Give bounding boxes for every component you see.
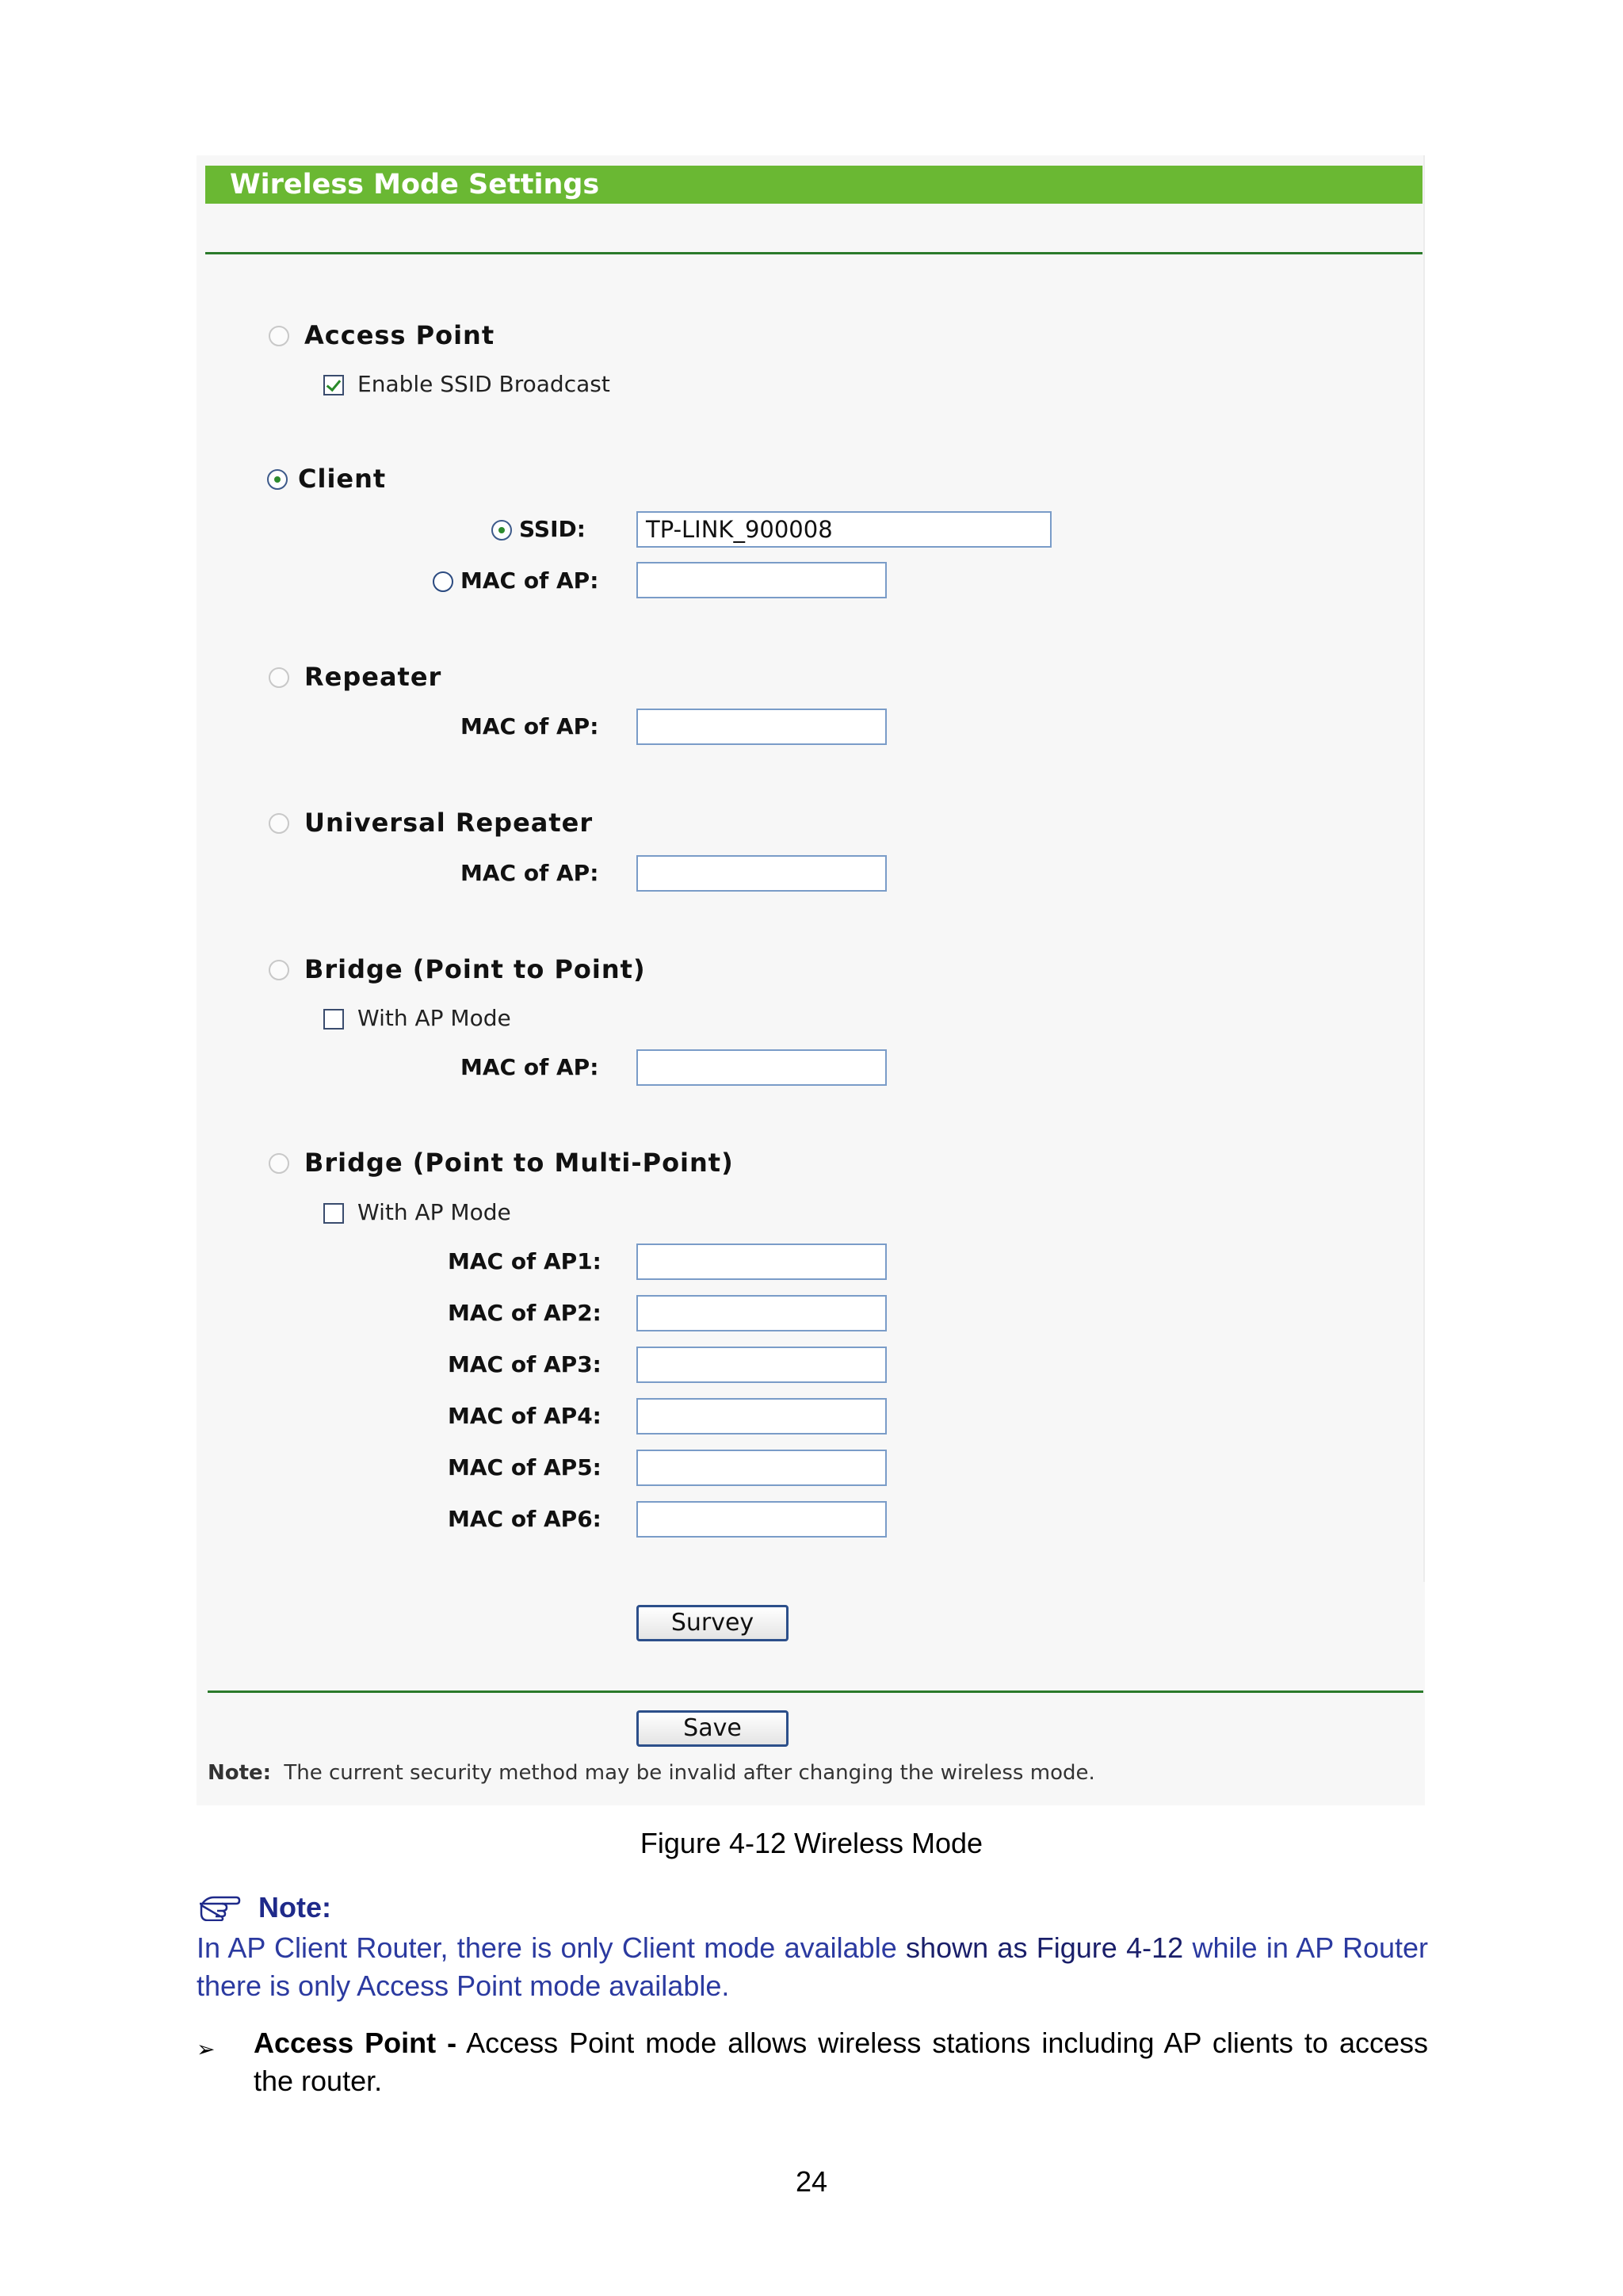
bridge-p2p-mac-label: MAC of AP: — [460, 1054, 599, 1080]
radio-client[interactable] — [267, 469, 288, 490]
bridge-p2p-mac-input[interactable] — [636, 1049, 887, 1086]
mac-ap6-label: MAC of AP6: — [448, 1506, 601, 1532]
note-text-part-1: In AP Client Router, there is only Client mode available — [197, 1931, 907, 1964]
mac-ap1-label: MAC of AP1: — [448, 1248, 601, 1274]
checkbox-p2p-with-ap-mode[interactable] — [323, 1009, 344, 1030]
top-divider — [205, 252, 1423, 254]
mac-ap5-input[interactable] — [636, 1450, 887, 1486]
figure-caption: Figure 4-12 Wireless Mode — [640, 1827, 983, 1859]
radio-repeater[interactable] — [269, 667, 289, 688]
bottom-divider — [208, 1690, 1423, 1693]
panel-note — [208, 1761, 1095, 1785]
universal-repeater-mac-input[interactable] — [636, 855, 887, 892]
radio-client-mac[interactable] — [433, 571, 453, 592]
checkbox-p2mp-with-ap-mode[interactable] — [323, 1203, 344, 1224]
survey-button[interactable]: Survey — [636, 1605, 789, 1641]
checkbox-enable-ssid-broadcast[interactable] — [323, 375, 344, 395]
radio-ssid[interactable] — [491, 520, 512, 541]
mac-ap3-label: MAC of AP3: — [448, 1351, 601, 1377]
ssid-label: SSID: — [519, 516, 586, 542]
bullet-text: Access Point mode allows wireless stations including AP clients to access the router. — [254, 2027, 1428, 2097]
client-mac-label: MAC of AP: — [460, 567, 599, 594]
mac-ap1-input[interactable] — [636, 1244, 887, 1280]
p2mp-with-ap-mode-label: With AP Mode — [357, 1199, 511, 1225]
bullet-arrow-icon: ➢ — [197, 2036, 216, 2062]
bullet-term: Access Point - — [254, 2027, 457, 2059]
client-mac-input[interactable] — [636, 562, 887, 598]
mac-ap2-label: MAC of AP2: — [448, 1300, 601, 1326]
radio-universal-repeater[interactable] — [269, 813, 289, 834]
note-heading-text: Note: — [258, 1891, 331, 1924]
note-heading — [198, 1889, 331, 1926]
panel-note-prefix: Note: — [208, 1761, 272, 1785]
note-text-part-3: while in AP Router there is only Access Point mode available. — [197, 1931, 1428, 2002]
mode-label-bridge-p2p: Bridge (Point to Point) — [304, 954, 646, 984]
radio-access-point[interactable] — [269, 326, 289, 346]
radio-bridge-p2mp[interactable] — [269, 1153, 289, 1174]
save-button[interactable]: Save — [636, 1710, 789, 1747]
mac-ap4-label: MAC of AP4: — [448, 1403, 601, 1429]
ssid-input[interactable]: TP-LINK_900008 — [636, 511, 1052, 548]
universal-repeater-mac-label: MAC of AP: — [460, 860, 599, 886]
panel-edge — [1423, 155, 1425, 1582]
mac-ap6-input[interactable] — [636, 1501, 887, 1538]
radio-bridge-p2p[interactable] — [269, 960, 289, 980]
mac-ap4-input[interactable] — [636, 1398, 887, 1435]
mac-ap2-input[interactable] — [636, 1295, 887, 1331]
enable-ssid-broadcast-label: Enable SSID Broadcast — [357, 371, 610, 397]
mode-label-access-point: Access Point — [304, 320, 495, 350]
note-paragraph — [197, 1929, 1428, 2005]
note-figure-reference: shown as Figure 4-12 — [906, 1931, 1184, 1964]
mac-ap3-input[interactable] — [636, 1347, 887, 1383]
mode-label-bridge-p2mp: Bridge (Point to Multi-Point) — [304, 1148, 734, 1178]
panel-title: Wireless Mode Settings — [230, 169, 600, 201]
page-number: 24 — [795, 2165, 828, 2198]
p2p-with-ap-mode-label: With AP Mode — [357, 1005, 511, 1031]
panel-note-text: The current security method may be invalid after changing the wireless mode. — [284, 1761, 1095, 1785]
mac-ap5-label: MAC of AP5: — [448, 1454, 601, 1480]
mode-label-universal-repeater: Universal Repeater — [304, 808, 594, 838]
pointing-hand-icon — [198, 1894, 241, 1921]
repeater-mac-input[interactable] — [636, 709, 887, 745]
repeater-mac-label: MAC of AP: — [460, 713, 599, 739]
mode-label-client: Client — [298, 464, 387, 494]
mode-label-repeater: Repeater — [304, 662, 442, 692]
access-point-bullet — [254, 2024, 1428, 2100]
